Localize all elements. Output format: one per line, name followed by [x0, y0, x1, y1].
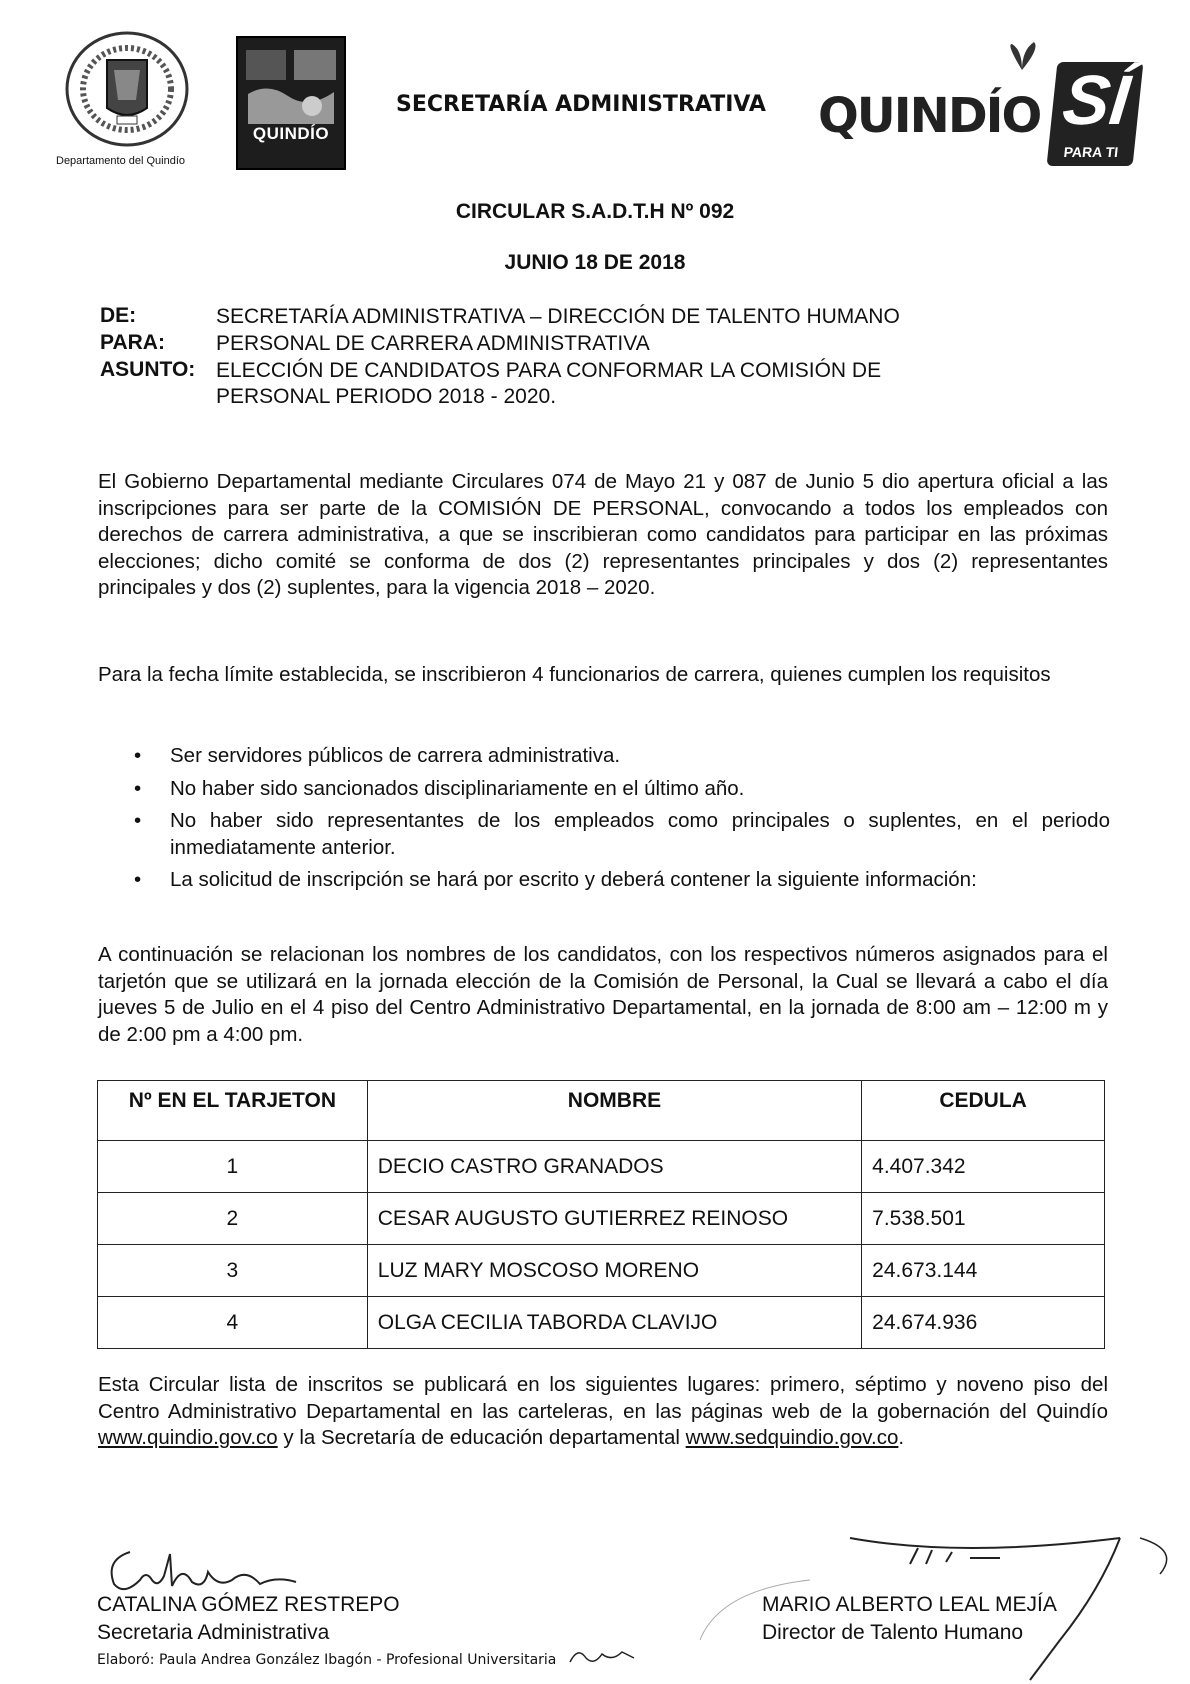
list-item: • La solicitud de inscripción se hará por escrito y deberá contener la siguiente información: [130, 867, 1110, 894]
brand-si: SÍ [1059, 61, 1134, 139]
table-cell: 3 [98, 1245, 368, 1297]
para-label: PARA: [100, 331, 165, 354]
quindio-si-brand-logo [818, 58, 1148, 168]
asunto-label: ASUNTO: [100, 358, 196, 381]
para-value: PERSONAL DE CARRERA ADMINISTRATIVA [216, 332, 650, 355]
signer-right-name: MARIO ALBERTO LEAL MEJÍA [762, 1593, 1057, 1616]
asunto-line-1: ELECCIÓN DE CANDIDATOS PARA CONFORMAR LA COMISIÓN DE [216, 359, 882, 382]
table-cell: 4 [98, 1297, 368, 1349]
secretaria-title: SECRETARÍA ADMINISTRATIVA [396, 92, 766, 117]
signer-left-title: Secretaria Administrativa [97, 1621, 330, 1644]
paragraph-candidatos: A continuación se relacionan los nombres de los candidatos, con los respectivos números asignados para el tarjetón que se utilizará en la jornada elección de la Comisión de Personal, la Cual se llevará a cabo el día jueves 5 de Julio en el 4 piso del Centro Administrativo Departamental, en la jornada de 8:00 am – 12:00 m y de 2:00 pm a 4:00 pm. [98, 943, 1108, 1046]
quindio-logo [236, 36, 346, 170]
list-item: • No haber sido representantes de los empleados como principales o suplentes, en el periodo inmediatamente anterior. [130, 808, 1110, 861]
department-caption: Departamento del Quindío [56, 155, 186, 167]
paragraph-publicacion: Esta Circular lista de inscritos se publicará en los siguientes lugares: primero, séptimo y noveno piso del Centro Administrativo Departamental en las carteleras, en las páginas web de la gobernación del Quindío www.quindio.gov.co y la Secretaría de educación departamental www.sedquindio.gov.co. [98, 1373, 1108, 1449]
circular-number: CIRCULAR S.A.D.T.H Nº 092 [455, 200, 735, 223]
table-row [98, 1141, 1105, 1193]
initials-signature [568, 1644, 638, 1668]
paragraph-convocatoria: El Gobierno Departamental mediante Circulares 074 de Mayo 21 y 087 de Junio 5 dio apertura oficial a las inscripciones para ser parte de la COMISIÓN DE PERSONAL, convocando a todos los empleados con derechos de carrera administrativa, a que se inscribieran como candidatos para participar en las próximas elecciones; dicho comité se conforma de dos (2) representantes principales y dos (2) representantes principales y dos (2) suplentes, para la vigencia 2018 – 2020. [98, 470, 1108, 599]
de-label: DE: [100, 304, 137, 327]
signer-left-name: CATALINA GÓMEZ RESTREPO [97, 1593, 400, 1616]
column-header: NOMBRE [367, 1081, 861, 1141]
candidates-table [97, 1080, 1105, 1349]
brand-parati: PARA TI [1062, 144, 1120, 160]
table-row [98, 1193, 1105, 1245]
table-header-row [98, 1081, 1105, 1141]
column-header: CEDULA [862, 1081, 1105, 1141]
table-row [98, 1245, 1105, 1297]
signature-catalina [100, 1540, 330, 1600]
quindio-logo-text: QUINDÍO [252, 124, 330, 143]
table-cell: LUZ MARY MOSCOSO MORENO [367, 1245, 861, 1297]
link-sedquindio[interactable]: www.sedquindio.gov.co [685, 1426, 899, 1449]
butterfly-icon [1002, 42, 1042, 72]
signer-right-title: Director de Talento Humano [762, 1621, 1024, 1644]
table-cell: 1 [98, 1141, 368, 1193]
table-cell: 2 [98, 1193, 368, 1245]
link-quindio[interactable]: www.quindio.gov.co [98, 1426, 278, 1449]
table-cell: 24.673.144 [862, 1245, 1105, 1297]
table-cell: 24.674.936 [862, 1297, 1105, 1349]
column-header: Nº EN EL TARJETON [98, 1081, 368, 1141]
de-value: SECRETARÍA ADMINISTRATIVA – DIRECCIÓN DE TALENTO HUMANO [216, 305, 900, 328]
publicacion-text-middle: y la Secretaría de educación departamental [283, 1426, 680, 1449]
list-item: • Ser servidores públicos de carrera administrativa. [130, 743, 1110, 770]
circular-date: JUNIO 18 DE 2018 [504, 251, 686, 274]
brand-si-box [1047, 62, 1144, 166]
elaboro-note: Elaboró: Paula Andrea González Ibagón - Profesional Universitaria [97, 1652, 557, 1668]
asunto-line-2: PERSONAL PERIODO 2018 - 2020. [216, 385, 557, 408]
requirements-list [130, 743, 1110, 900]
paragraph-requisitos-intro: Para la fecha límite establecida, se inscribieron 4 funcionarios de carrera, quienes cumplen los requisitos [98, 663, 1051, 686]
publicacion-text: Esta Circular lista de inscritos se publicará en los siguientes lugares: primero, séptimo y noveno piso del Centro Administrativo Departamental en las carteleras, en las páginas web de la gobernación del Quindío [98, 1373, 1108, 1423]
table-cell: 4.407.342 [862, 1141, 1105, 1193]
table-row [98, 1297, 1105, 1349]
brand-word: QUINDÍO [818, 88, 1041, 144]
table-cell: DECIO CASTRO GRANADOS [367, 1141, 861, 1193]
table-cell: 7.538.501 [862, 1193, 1105, 1245]
table-cell: CESAR AUGUSTO GUTIERREZ REINOSO [367, 1193, 861, 1245]
list-item: • No haber sido sancionados disciplinariamente en el último año. [130, 776, 1110, 803]
department-seal-logo [62, 30, 192, 148]
table-cell: OLGA CECILIA TABORDA CLAVIJO [367, 1297, 861, 1349]
